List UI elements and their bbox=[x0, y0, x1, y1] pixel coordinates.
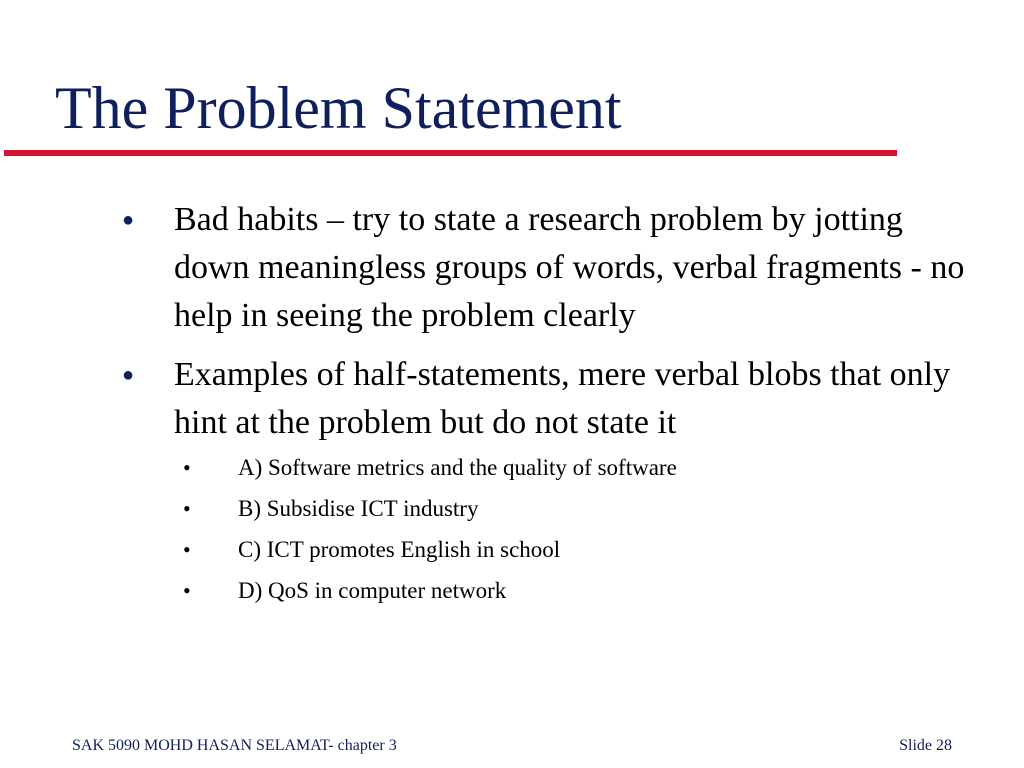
sub-bullet-marker: • bbox=[183, 578, 191, 603]
bullet-item-2 bbox=[122, 351, 982, 447]
sub-bullet-marker: • bbox=[183, 496, 191, 521]
slide-title: The Problem Statement bbox=[55, 75, 622, 141]
sub-bullet-item-b bbox=[183, 489, 943, 529]
sub-bullet-item-d bbox=[183, 571, 943, 611]
sub-bullet-text: A) Software metrics and the quality of software bbox=[238, 455, 677, 480]
sub-bullet-item-c bbox=[183, 530, 943, 570]
bullet-text: Bad habits – try to state a research problem by jotting down meaningless groups of words, verbal fragments - no help in seeing the problem clearly bbox=[174, 201, 965, 334]
sub-bullet-text: D) QoS in computer network bbox=[238, 578, 507, 603]
sub-bullet-marker: • bbox=[183, 537, 191, 562]
bullet-marker: ● bbox=[122, 209, 135, 231]
footer-course-label: SAK 5090 MOHD HASAN SELAMAT- chapter 3 bbox=[72, 737, 397, 754]
sub-bullet-item-a bbox=[183, 448, 943, 488]
footer-slide-number: Slide 28 bbox=[899, 737, 952, 754]
sub-bullet-text: C) ICT promotes English in school bbox=[238, 537, 561, 562]
sub-bullet-text: B) Subsidise ICT industry bbox=[238, 496, 479, 521]
bullet-item-1 bbox=[122, 196, 982, 340]
bullet-marker: ● bbox=[122, 364, 135, 386]
bullet-text: Examples of half-statements, mere verbal blobs that only hint at the problem but do not state it bbox=[174, 356, 951, 441]
sub-bullet-marker: • bbox=[183, 455, 191, 480]
